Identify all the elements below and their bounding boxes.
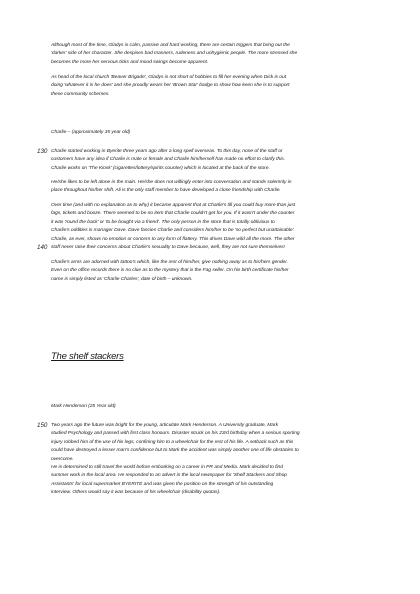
charlie-heading bbox=[51, 129, 371, 137]
text-line: Although most of the time, Gladys is calm, passive and hard working, there are certain triggers that bring out the bbox=[51, 43, 290, 48]
charlie-paragraph-4 bbox=[51, 259, 371, 284]
section-title: The shelf stackers bbox=[51, 351, 124, 362]
text-line: Charlie's arms are adorned with tattoo's which, like the rest of him/her, give nothing away as to his/hers gender. bbox=[51, 260, 288, 265]
character-heading: Mark Henderson (25 Year old) bbox=[51, 404, 116, 409]
charlie-paragraph-2 bbox=[51, 179, 371, 196]
text-line: summer work in the local area. He responded to an advert in the local newspaper for 'Shelf Stackers and Shop bbox=[51, 473, 287, 479]
text-line: interview. Others would say it was because of his wheelchair (disability quotas). bbox=[51, 490, 221, 496]
line-number: 130 bbox=[37, 148, 48, 155]
line-number: 150 bbox=[37, 422, 48, 429]
text-line: Assistants' for local supermarket BYERITE and was given the position on the strength of his outstanding bbox=[51, 481, 274, 487]
mark-heading bbox=[51, 403, 371, 411]
text-line: these community schemes. bbox=[51, 91, 110, 97]
text-line: doing 'whatever it is he does' and she proudly wears her 'Brown Star' badge to show how keen she is to support bbox=[51, 83, 290, 89]
text-line: 'darker' side of her character. She despises bad manners, rudeness and unhygienic people. The more stressed she bbox=[51, 51, 298, 57]
text-line: name is simply listed as 'Charlie Charles', date of birth – unknown. bbox=[51, 276, 193, 282]
mark-paragraph-2 bbox=[51, 464, 371, 498]
text-line: injury robbed him of the use of his legs, confining him to a wheelchair for the rest of his life. A setback such as this bbox=[51, 439, 294, 445]
text-line: As head of the local church 'Beaver Brigade', Gladys is not short of hobbies to fill her evening when Dick is out bbox=[51, 75, 287, 80]
gladys-paragraph-2 bbox=[51, 74, 371, 99]
text-line: Even on the office records there is no clue as to the mystery that is the Fag seller. On his birth certificate his/her bbox=[51, 268, 289, 274]
text-line: Two years ago the future was bright for the young, articulate Mark Henderson. A University graduate, Mark bbox=[51, 423, 279, 428]
charlie-paragraph-1 bbox=[51, 148, 371, 173]
text-line: Charlie started working in Byerite three years ago after a long spell overseas. To this day, none of the staff or bbox=[51, 149, 283, 154]
text-line: it was 'round the back' or 'to be bought via a friend'. The only person in the store that is totally oblivious to bbox=[51, 219, 275, 225]
character-heading: Charlie – (approximately 35 year old) bbox=[51, 130, 131, 135]
text-line: He/she likes to be left alone in the main. He/she does not willingly enter into conversation and stands solemnly in bbox=[51, 180, 292, 185]
text-line: staff never raise their concerns about Charlie's sexuality to Dave because, well, they are not sure themselves! bbox=[51, 245, 285, 251]
text-line: becomes the more her nervous ticks and mood swings become apparent. bbox=[51, 59, 209, 65]
text-line: Charlie, as ever, shows no emotion or concern to any form of flattery. This drives Dave wild all the more. The other bbox=[51, 236, 295, 242]
line-number: 140 bbox=[37, 244, 48, 251]
text-line: fags, tickets and booze. There seemed to be no item that Charlie couldn't get for you. If it wasn't under the counter bbox=[51, 211, 295, 217]
mark-paragraph-1 bbox=[51, 422, 371, 464]
text-line: Charlie works on 'The Kiosk' (cigarettes/lottery/spirits counter) which is located at the back of the store. bbox=[51, 165, 270, 171]
gladys-paragraph-1 bbox=[51, 42, 371, 67]
text-line: customers have any idea if Charlie is male or female and Charlie him/herself has made no effort to clarify this. bbox=[51, 157, 285, 163]
text-line: overcome. bbox=[51, 456, 74, 462]
text-line: studied Psychology and passed with first class honours. Disaster struck on his 23rd birthday when a serious sporting bbox=[51, 431, 300, 437]
text-line: Charlie's oddities is manager Dave. Dave fancies Charlie and considers him/her to be 'so perfect but unattainable'. bbox=[51, 228, 295, 234]
text-line: Over time (and with no explanation as to why) it became apparent that at Charlie's till you could buy more than just bbox=[51, 203, 296, 208]
text-line: could have destroyed a lesser man's confidence but to Mark the accident was simply another one of life obstacles to bbox=[51, 448, 299, 454]
text-line: place throughout his/her shift. Ali is the only staff member to have developed a close friendship with Charlie. bbox=[51, 188, 281, 194]
charlie-paragraph-3 bbox=[51, 202, 371, 252]
text-line: He is determined to still travel the world before embarking on a career in PR and Media. Mark decided to find bbox=[51, 465, 283, 470]
